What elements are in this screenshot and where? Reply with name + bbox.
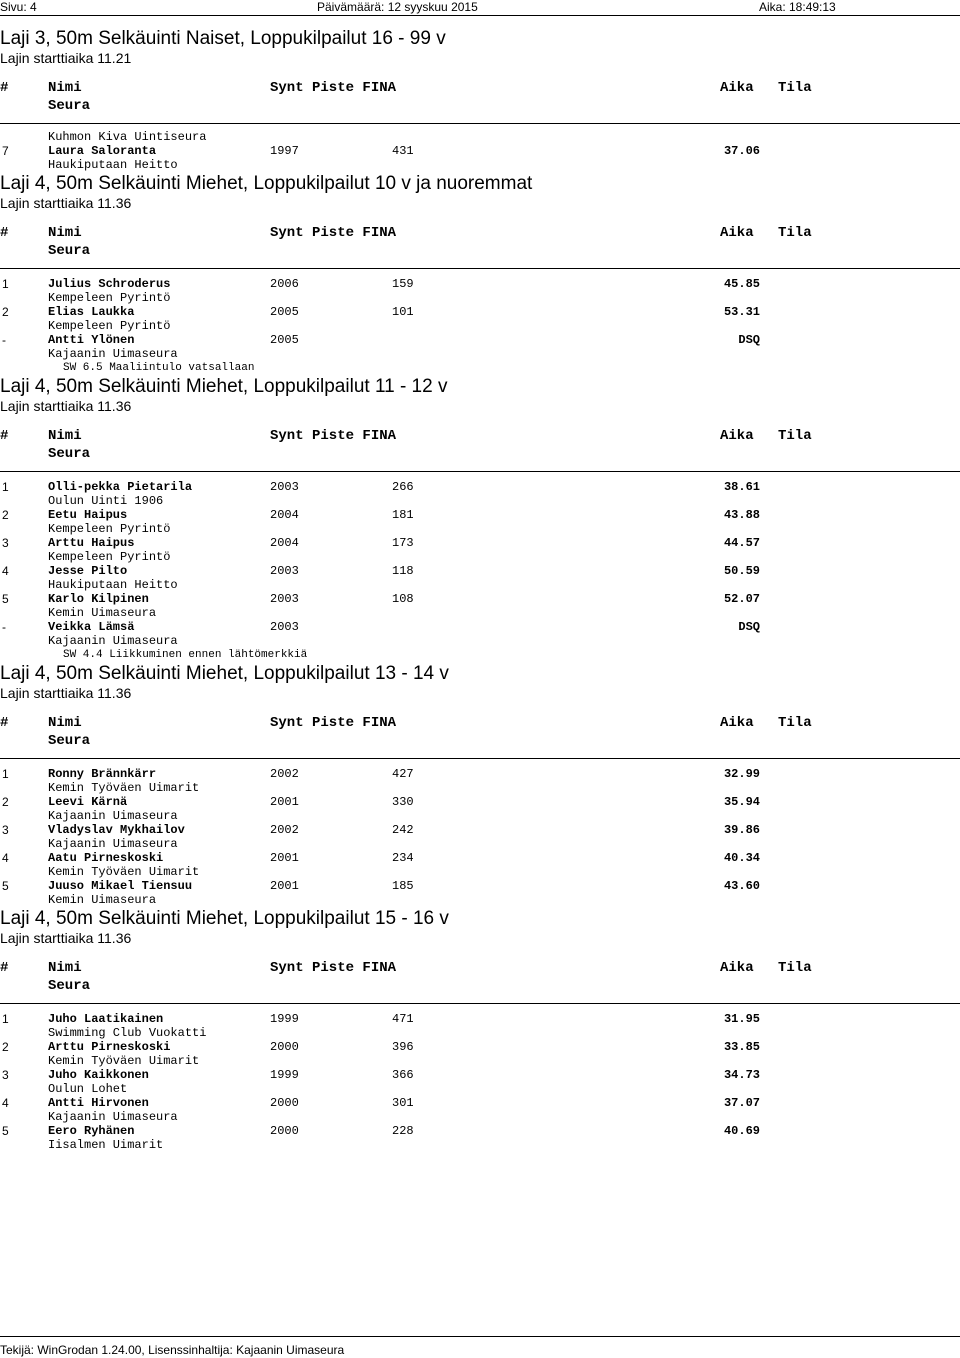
event-title: Laji 4, 50m Selkäuinti Miehet, Loppukilpailut 13 - 14 v xyxy=(0,663,449,684)
rank: 7 xyxy=(2,144,9,158)
result-time: 35.94 xyxy=(723,795,760,809)
club-row xyxy=(0,1110,960,1124)
club-row xyxy=(0,319,960,333)
print-date: Päivämäärä: 12 syyskuu 2015 xyxy=(317,0,478,14)
club-row xyxy=(0,158,960,172)
birth-year: 2000 xyxy=(270,1040,299,1054)
swimmer-name: Jesse Pilto xyxy=(48,564,128,578)
rank: 1 xyxy=(2,1012,9,1026)
footer-text: Tekijä: WinGrodan 1.24.00, Lisenssinhaltija: Kajaanin Uimaseura xyxy=(0,1343,345,1357)
club-row xyxy=(0,893,960,907)
header-synt-piste-fina: Synt Piste FINA xyxy=(270,80,397,96)
header-time: Aika xyxy=(720,80,754,96)
swimmer-name: Aatu Pirneskoski xyxy=(48,851,164,865)
swimmer-club: Haukiputaan Heitto xyxy=(48,158,178,172)
event-title: Laji 4, 50m Selkäuinti Miehet, Loppukilpailut 11 - 12 v xyxy=(0,376,448,397)
swimmer-club: Kajaanin Uimaseura xyxy=(48,634,178,648)
result-row xyxy=(0,536,960,550)
spacer xyxy=(0,759,960,767)
result-row xyxy=(0,851,960,865)
fina-points: 118 xyxy=(392,564,414,578)
club-row xyxy=(0,494,960,508)
event-title: Laji 3, 50m Selkäuinti Naiset, Loppukilpailut 16 - 99 v xyxy=(0,28,446,49)
header-synt-piste-fina: Synt Piste FINA xyxy=(270,715,397,731)
event-start-time: Lajin starttiaika 11.36 xyxy=(0,930,132,946)
rank: 4 xyxy=(2,1096,9,1110)
swimmer-name: Eetu Haipus xyxy=(48,508,128,522)
club-row xyxy=(0,1026,960,1040)
swimmer-name: Juuso Mikael Tiensuu xyxy=(48,879,193,893)
header-rank: # xyxy=(0,428,9,444)
event-block xyxy=(0,908,960,1152)
swimmer-club: Oulun Uinti 1906 xyxy=(48,494,164,508)
club-row xyxy=(0,809,960,823)
event-title: Laji 4, 50m Selkäuinti Miehet, Loppukilpailut 15 - 16 v xyxy=(0,908,449,929)
fina-points: 242 xyxy=(392,823,414,837)
header-time: Aika xyxy=(720,715,754,731)
result-row xyxy=(0,508,960,522)
results-list xyxy=(0,28,960,1152)
swimmer-name: Elias Laukka xyxy=(48,305,135,319)
fina-points: 471 xyxy=(392,1012,414,1026)
header-status: Tila xyxy=(778,225,812,241)
birth-year: 2000 xyxy=(270,1096,299,1110)
birth-year: 2005 xyxy=(270,305,299,319)
result-time: 32.99 xyxy=(723,767,760,781)
swimmer-name: Karlo Kilpinen xyxy=(48,592,149,606)
club-row xyxy=(0,634,960,648)
fina-points: 330 xyxy=(392,795,414,809)
swimmer-club: Kemin Uimaseura xyxy=(48,893,157,907)
fina-points: 108 xyxy=(392,592,414,606)
rank: 4 xyxy=(2,564,9,578)
fina-points: 234 xyxy=(392,851,414,865)
birth-year: 2004 xyxy=(270,536,299,550)
swimmer-club: Haukiputaan Heitto xyxy=(48,578,178,592)
header-rule xyxy=(0,123,960,124)
swimmer-club: Kempeleen Pyrintö xyxy=(48,550,171,564)
fina-points: 431 xyxy=(392,144,414,158)
header-club: Seura xyxy=(48,243,91,259)
result-time: 37.06 xyxy=(723,144,760,158)
result-row xyxy=(0,1096,960,1110)
result-row xyxy=(0,620,960,634)
result-time: 50.59 xyxy=(723,564,760,578)
disqualification-row xyxy=(0,648,960,662)
table-header xyxy=(0,959,960,995)
rank: - xyxy=(2,620,6,634)
birth-year: 2006 xyxy=(270,277,299,291)
rank: 2 xyxy=(2,795,9,809)
header-status: Tila xyxy=(778,715,812,731)
swimmer-club: Kajaanin Uimaseura xyxy=(48,837,178,851)
print-time: Aika: 18:49:13 xyxy=(759,0,836,14)
swimmer-name: Antti Ylönen xyxy=(48,333,135,347)
swimmer-name: Leevi Kärnä xyxy=(48,795,128,809)
birth-year: 2003 xyxy=(270,620,299,634)
event-block xyxy=(0,28,960,172)
result-row xyxy=(0,823,960,837)
swimmer-name: Juho Laatikainen xyxy=(48,1012,164,1026)
rank: 3 xyxy=(2,823,9,837)
swimmer-club: Kemin Uimaseura xyxy=(48,606,157,620)
swimmer-club: Kempeleen Pyrintö xyxy=(48,291,171,305)
birth-year: 1999 xyxy=(270,1012,299,1026)
swimmer-club: Kemin Työväen Uimarit xyxy=(48,865,200,879)
event-block xyxy=(0,376,960,662)
result-time: 43.88 xyxy=(723,508,760,522)
disqualification-row xyxy=(0,361,960,375)
swimmer-name: Eero Ryhänen xyxy=(48,1124,135,1138)
birth-year: 1997 xyxy=(270,144,299,158)
header-time: Aika xyxy=(720,960,754,976)
birth-year: 2002 xyxy=(270,823,299,837)
birth-year: 2001 xyxy=(270,851,299,865)
swimmer-club: Iisalmen Uimarit xyxy=(48,1138,164,1152)
table-header xyxy=(0,224,960,260)
club-row xyxy=(0,1054,960,1068)
birth-year: 2003 xyxy=(270,592,299,606)
fina-points: 173 xyxy=(392,536,414,550)
swimmer-name: Antti Hirvonen xyxy=(48,1096,149,1110)
swimmer-club: Kempeleen Pyrintö xyxy=(48,522,171,536)
header-name: Nimi xyxy=(48,715,82,731)
rank: 3 xyxy=(2,536,9,550)
result-time: 44.57 xyxy=(723,536,760,550)
club-row xyxy=(0,781,960,795)
swimmer-name: Laura Saloranta xyxy=(48,144,157,158)
rank: 3 xyxy=(2,1068,9,1082)
rank: 5 xyxy=(2,1124,9,1138)
header-name: Nimi xyxy=(48,428,82,444)
header-name: Nimi xyxy=(48,960,82,976)
spacer xyxy=(0,472,960,480)
result-time: 45.85 xyxy=(723,277,760,291)
event-start-time: Lajin starttiaika 11.36 xyxy=(0,398,132,414)
swimmer-name: Vladyslav Mykhailov xyxy=(48,823,185,837)
header-rank: # xyxy=(0,715,9,731)
club-row xyxy=(0,837,960,851)
result-time: 31.95 xyxy=(723,1012,760,1026)
result-row xyxy=(0,480,960,494)
table-header xyxy=(0,427,960,463)
club-row xyxy=(0,606,960,620)
rank: 1 xyxy=(2,480,9,494)
swimmer-club: Kuhmon Kiva Uintiseura xyxy=(48,130,207,144)
result-row xyxy=(0,592,960,606)
fina-points: 159 xyxy=(392,277,414,291)
header-name: Nimi xyxy=(48,225,82,241)
swimmer-club: Swimming Club Vuokatti xyxy=(48,1026,207,1040)
result-row xyxy=(0,767,960,781)
result-row xyxy=(0,795,960,809)
footer-divider xyxy=(0,1336,960,1337)
header-status: Tila xyxy=(778,428,812,444)
swimmer-name: Veikka Lämsä xyxy=(48,620,135,634)
rank: 2 xyxy=(2,305,9,319)
header-status: Tila xyxy=(778,80,812,96)
swimmer-club: Oulun Lohet xyxy=(48,1082,128,1096)
result-time: 52.07 xyxy=(723,592,760,606)
result-row xyxy=(0,1040,960,1054)
swimmer-club: Kempeleen Pyrintö xyxy=(48,319,171,333)
header-divider xyxy=(0,15,960,16)
fina-points: 396 xyxy=(392,1040,414,1054)
swimmer-name: Arttu Haipus xyxy=(48,536,135,550)
swimmer-name: Juho Kaikkonen xyxy=(48,1068,149,1082)
birth-year: 1999 xyxy=(270,1068,299,1082)
rank: 5 xyxy=(2,879,9,893)
result-time: 40.34 xyxy=(723,851,760,865)
header-club: Seura xyxy=(48,98,91,114)
swimmer-club: Kemin Työväen Uimarit xyxy=(48,1054,200,1068)
result-time: 53.31 xyxy=(723,305,760,319)
birth-year: 2004 xyxy=(270,508,299,522)
event-block xyxy=(0,663,960,907)
header-name: Nimi xyxy=(48,80,82,96)
result-row xyxy=(0,277,960,291)
result-time: 34.73 xyxy=(723,1068,760,1082)
rank: 1 xyxy=(2,277,9,291)
result-time: DSQ xyxy=(738,620,760,634)
result-row xyxy=(0,305,960,319)
result-row xyxy=(0,1068,960,1082)
event-start-time: Lajin starttiaika 11.36 xyxy=(0,685,132,701)
header-synt-piste-fina: Synt Piste FINA xyxy=(270,960,397,976)
spacer xyxy=(0,1004,960,1012)
fina-points: 266 xyxy=(392,480,414,494)
fina-points: 185 xyxy=(392,879,414,893)
club-row xyxy=(0,1082,960,1096)
club-row xyxy=(0,347,960,361)
header-time: Aika xyxy=(720,428,754,444)
header-rank: # xyxy=(0,80,9,96)
header-rank: # xyxy=(0,960,9,976)
header-synt-piste-fina: Synt Piste FINA xyxy=(270,225,397,241)
rank: 5 xyxy=(2,592,9,606)
result-time: 38.61 xyxy=(723,480,760,494)
fina-points: 301 xyxy=(392,1096,414,1110)
spacer xyxy=(0,269,960,277)
header-status: Tila xyxy=(778,960,812,976)
club-row xyxy=(0,522,960,536)
birth-year: 2003 xyxy=(270,564,299,578)
swimmer-club: Kemin Työväen Uimarit xyxy=(48,781,200,795)
swimmer-name: Julius Schroderus xyxy=(48,277,171,291)
club-row xyxy=(0,1138,960,1152)
event-start-time: Lajin starttiaika 11.21 xyxy=(0,50,132,66)
swimmer-name: Olli-pekka Pietarila xyxy=(48,480,193,494)
carryover-club-row xyxy=(0,130,960,144)
result-time: 40.69 xyxy=(723,1124,760,1138)
result-time: 43.60 xyxy=(723,879,760,893)
table-header xyxy=(0,79,960,115)
birth-year: 2003 xyxy=(270,480,299,494)
fina-points: 366 xyxy=(392,1068,414,1082)
rank: 2 xyxy=(2,1040,9,1054)
birth-year: 2001 xyxy=(270,879,299,893)
header-club: Seura xyxy=(48,978,91,994)
result-time: 33.85 xyxy=(723,1040,760,1054)
swimmer-name: Ronny Brännkärr xyxy=(48,767,157,781)
event-start-time: Lajin starttiaika 11.36 xyxy=(0,195,132,211)
header-rank: # xyxy=(0,225,9,241)
rank: - xyxy=(2,333,6,347)
header-club: Seura xyxy=(48,733,91,749)
rank: 1 xyxy=(2,767,9,781)
result-row xyxy=(0,564,960,578)
disqualification-note: SW 6.5 Maaliintulo vatsallaan xyxy=(63,362,255,374)
result-row xyxy=(0,144,960,158)
birth-year: 2001 xyxy=(270,795,299,809)
swimmer-club: Kajaanin Uimaseura xyxy=(48,347,178,361)
result-row xyxy=(0,333,960,347)
fina-points: 181 xyxy=(392,508,414,522)
birth-year: 2000 xyxy=(270,1124,299,1138)
result-time: DSQ xyxy=(738,333,760,347)
page-header xyxy=(0,0,960,14)
result-time: 39.86 xyxy=(723,823,760,837)
table-header xyxy=(0,714,960,750)
event-block xyxy=(0,173,960,375)
fina-points: 228 xyxy=(392,1124,414,1138)
result-row xyxy=(0,1124,960,1138)
rank: 2 xyxy=(2,508,9,522)
swimmer-club: Kajaanin Uimaseura xyxy=(48,809,178,823)
header-synt-piste-fina: Synt Piste FINA xyxy=(270,428,397,444)
header-time: Aika xyxy=(720,225,754,241)
birth-year: 2002 xyxy=(270,767,299,781)
club-row xyxy=(0,865,960,879)
disqualification-note: SW 4.4 Liikkuminen ennen lähtömerkkiä xyxy=(63,649,308,661)
result-row xyxy=(0,879,960,893)
rank: 4 xyxy=(2,851,9,865)
club-row xyxy=(0,578,960,592)
swimmer-club: Kajaanin Uimaseura xyxy=(48,1110,178,1124)
event-title: Laji 4, 50m Selkäuinti Miehet, Loppukilpailut 10 v ja nuoremmat xyxy=(0,173,533,194)
club-row xyxy=(0,550,960,564)
page-number: Sivu: 4 xyxy=(0,0,37,14)
club-row xyxy=(0,291,960,305)
header-club: Seura xyxy=(48,446,91,462)
result-row xyxy=(0,1012,960,1026)
swimmer-name: Arttu Pirneskoski xyxy=(48,1040,171,1054)
fina-points: 427 xyxy=(392,767,414,781)
fina-points: 101 xyxy=(392,305,414,319)
birth-year: 2005 xyxy=(270,333,299,347)
result-time: 37.07 xyxy=(723,1096,760,1110)
